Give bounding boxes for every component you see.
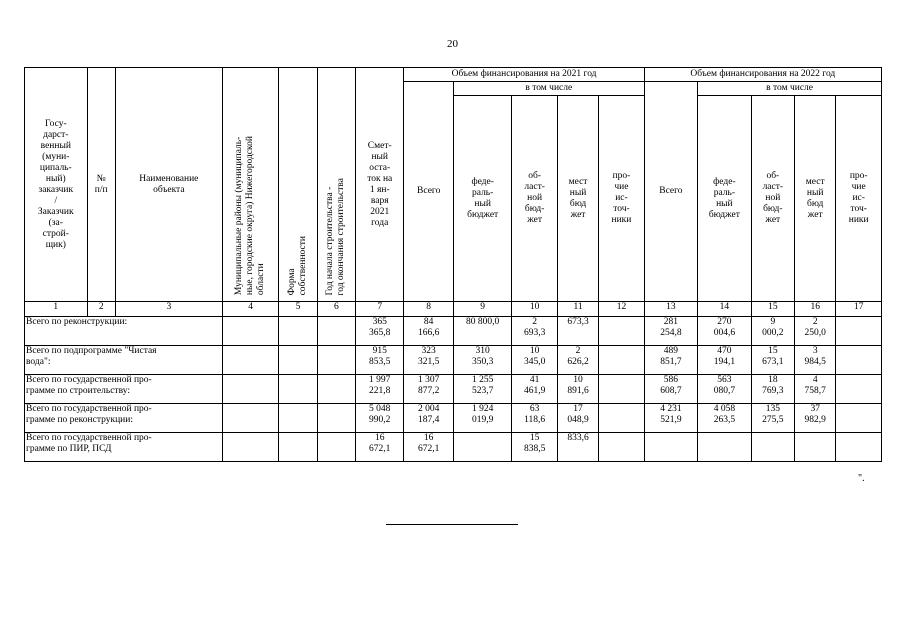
value-cell	[836, 433, 882, 462]
value-cell: 915 853,5	[356, 346, 404, 375]
value-cell: 673,3	[557, 317, 598, 346]
column-number-row	[25, 302, 882, 317]
value-cell: 3 984,5	[795, 346, 836, 375]
empty-cell	[317, 317, 355, 346]
header-fin-2022: Объем финансирования на 2022 год	[644, 68, 881, 82]
value-cell: 1 924 019,9	[453, 404, 512, 433]
value-cell	[836, 404, 882, 433]
value-cell: 15 673,1	[751, 346, 794, 375]
value-cell	[599, 404, 644, 433]
value-cell	[599, 346, 644, 375]
value-cell: 323 321,5	[404, 346, 453, 375]
value-cell: 9 000,2	[751, 317, 794, 346]
column-number: 5	[279, 302, 317, 317]
empty-cell	[279, 404, 317, 433]
empty-cell	[222, 346, 279, 375]
data-rows	[25, 317, 882, 462]
row-label: Всего по государственной про- грамме по строительству:	[25, 375, 223, 404]
value-cell: 1 255 523,7	[453, 375, 512, 404]
header-regional-2021: об- ласт- ной бюд- жет	[512, 96, 557, 302]
header-estimate: Смет- ный оста- ток на 1 ян- варя 2021 года	[356, 68, 404, 302]
value-cell: 37 982,9	[795, 404, 836, 433]
header-other-2022: про- чие ис- точ- ники	[836, 96, 882, 302]
column-number: 6	[317, 302, 355, 317]
header-including-2021: в том числе	[453, 82, 644, 96]
header-federal-2022: феде- раль- ный бюджет	[698, 96, 751, 302]
table-row	[25, 404, 882, 433]
column-number: 10	[512, 302, 557, 317]
value-cell	[751, 433, 794, 462]
value-cell: 1 307 877,2	[404, 375, 453, 404]
value-cell	[644, 433, 697, 462]
value-cell	[795, 433, 836, 462]
header-local-2022: мест ный бюд жет	[795, 96, 836, 302]
column-number: 2	[87, 302, 115, 317]
row-label: Всего по государственной про- грамме по реконструкции:	[25, 404, 223, 433]
header-federal-2021: феде- раль- ный бюджет	[453, 96, 512, 302]
header-fin-2021: Объем финансирования на 2021 год	[404, 68, 644, 82]
signature-line	[386, 524, 518, 525]
header-object-name: Наименование объекта	[115, 68, 222, 302]
value-cell: 41 461,9	[512, 375, 557, 404]
header-municipality: Муниципальные районы (муниципаль- ные, городские округа) Нижегородской области	[222, 68, 279, 302]
value-cell: 18 769,3	[751, 375, 794, 404]
value-cell: 16 672,1	[404, 433, 453, 462]
value-cell: 2 626,2	[557, 346, 598, 375]
value-cell: 833,6	[557, 433, 598, 462]
empty-cell	[317, 404, 355, 433]
value-cell: 586 608,7	[644, 375, 697, 404]
header-customer: Госу- дарст- венный (муни- ципаль- ный) заказчик / Заказчик (за- строй- щик)	[25, 68, 88, 302]
value-cell: 80 800,0	[453, 317, 512, 346]
header-local-2021: мест ный бюд жет	[557, 96, 598, 302]
value-cell: 2 004 187,4	[404, 404, 453, 433]
value-cell: 489 851,7	[644, 346, 697, 375]
table-row	[25, 317, 882, 346]
column-number: 17	[836, 302, 882, 317]
value-cell: 281 254,8	[644, 317, 697, 346]
table-row	[25, 346, 882, 375]
column-number: 15	[751, 302, 794, 317]
value-cell: 1 997 221,8	[356, 375, 404, 404]
column-number: 8	[404, 302, 453, 317]
page-number: 20	[447, 38, 458, 50]
value-cell	[599, 433, 644, 462]
table-row	[25, 375, 882, 404]
empty-cell	[222, 375, 279, 404]
empty-cell	[317, 375, 355, 404]
header-total-2021: Всего	[404, 82, 453, 302]
value-cell: 10 891,6	[557, 375, 598, 404]
value-cell	[698, 433, 751, 462]
empty-cell	[222, 433, 279, 462]
value-cell	[599, 317, 644, 346]
value-cell: 563 080,7	[698, 375, 751, 404]
value-cell	[836, 375, 882, 404]
end-mark: ".	[858, 473, 865, 484]
row-label: Всего по реконструкции:	[25, 317, 223, 346]
column-number: 11	[557, 302, 598, 317]
value-cell	[453, 433, 512, 462]
header-ownership: Форма собственности	[279, 68, 317, 302]
header-regional-2022: об- ласт- ной бюд- жет	[751, 96, 794, 302]
header-including-2022: в том числе	[698, 82, 882, 96]
empty-cell	[222, 317, 279, 346]
header-row-1	[25, 68, 882, 82]
value-cell: 4 058 263,5	[698, 404, 751, 433]
value-cell	[836, 346, 882, 375]
value-cell: 135 275,5	[751, 404, 794, 433]
header-years: Год начала строительства - год окончания строительства	[317, 68, 355, 302]
value-cell: 4 758,7	[795, 375, 836, 404]
value-cell: 470 194,1	[698, 346, 751, 375]
value-cell: 2 250,0	[795, 317, 836, 346]
row-label: Всего по государственной про- грамме по ПИР, ПСД	[25, 433, 223, 462]
header-other-2021: про- чие ис- точ- ники	[599, 96, 644, 302]
value-cell: 84 166,6	[404, 317, 453, 346]
value-cell: 310 350,3	[453, 346, 512, 375]
header-total-2022: Всего	[644, 82, 697, 302]
empty-cell	[279, 375, 317, 404]
column-number: 7	[356, 302, 404, 317]
value-cell: 15 838,5	[512, 433, 557, 462]
empty-cell	[317, 346, 355, 375]
column-number: 12	[599, 302, 644, 317]
empty-cell	[317, 433, 355, 462]
value-cell: 4 231 521,9	[644, 404, 697, 433]
value-cell	[836, 317, 882, 346]
column-number: 9	[453, 302, 512, 317]
value-cell: 10 345,0	[512, 346, 557, 375]
column-number: 14	[698, 302, 751, 317]
empty-cell	[279, 346, 317, 375]
table-row	[25, 433, 882, 462]
value-cell: 365 365,8	[356, 317, 404, 346]
value-cell: 17 048,9	[557, 404, 598, 433]
value-cell: 270 004,6	[698, 317, 751, 346]
row-label: Всего по подпрограмме "Чистая вода":	[25, 346, 223, 375]
column-number: 1	[25, 302, 88, 317]
column-number: 16	[795, 302, 836, 317]
value-cell: 16 672,1	[356, 433, 404, 462]
financing-table	[24, 67, 882, 462]
column-number: 4	[222, 302, 279, 317]
empty-cell	[279, 317, 317, 346]
value-cell: 2 693,3	[512, 317, 557, 346]
column-number: 13	[644, 302, 697, 317]
empty-cell	[222, 404, 279, 433]
column-number: 3	[115, 302, 222, 317]
header-num: № п/п	[87, 68, 115, 302]
value-cell: 63 118,6	[512, 404, 557, 433]
value-cell	[599, 375, 644, 404]
value-cell: 5 048 990,2	[356, 404, 404, 433]
empty-cell	[279, 433, 317, 462]
